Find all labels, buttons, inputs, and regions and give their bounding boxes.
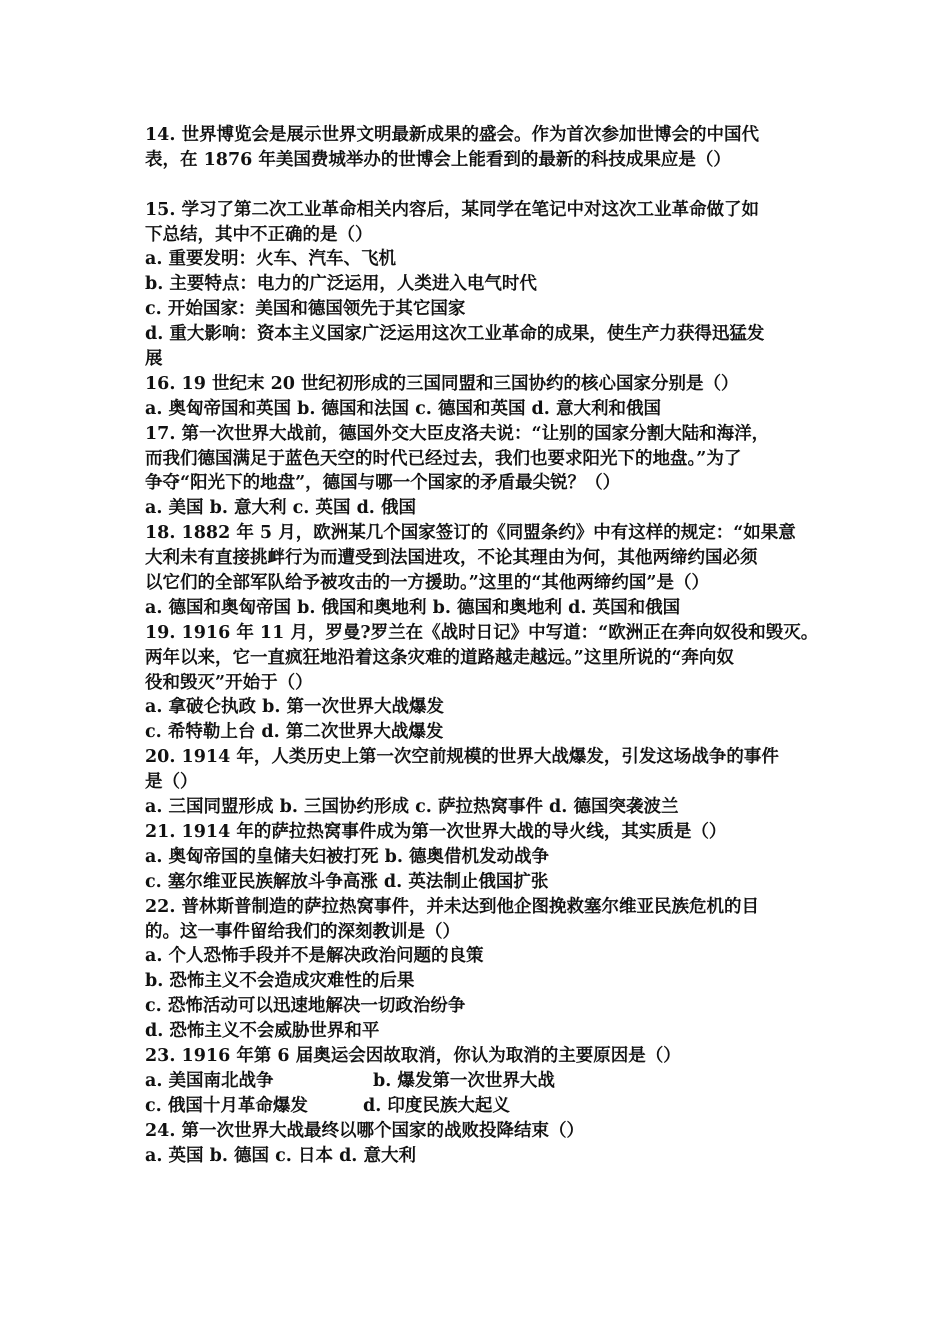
option-c: c. 开始国家：美国和德国领先于其它国家	[145, 299, 466, 320]
question-text-line: 17. 第一次世界大战前，德国外交大臣皮洛夫说：“让别的国家分割大陆和海洋，	[145, 423, 770, 444]
options-line: c. 塞尔维亚民族解放斗争高涨 d. 英法制止俄国扩张	[145, 871, 549, 892]
options-line: a. 三国同盟形成 b. 三国协约形成 c. 萨拉热窝事件 d. 德国突袭波兰	[145, 797, 679, 818]
options-line: a. 美国 b. 意大利 c. 英国 d. 俄国	[145, 498, 416, 519]
option-b: b. 恐怖主义不会造成灾难性的后果	[145, 971, 415, 992]
option-a: a. 重要发明：火车、汽车、飞机	[145, 249, 397, 270]
question-text-line: 而我们德国满足于蓝色天空的时代已经过去，我们也要求阳光下的地盘。”为了	[145, 448, 742, 469]
question-text-line: 22. 普林斯普制造的萨拉热窝事件，并未达到他企图挽救塞尔维亚民族危机的目	[145, 896, 760, 917]
question-24	[145, 1119, 815, 1169]
option-d: d. 重大影响：资本主义国家广泛运用这次工业革命的成果，使生产力获得迅猛发	[145, 324, 765, 345]
question-16	[145, 372, 815, 422]
question-text-line: 的。这一事件留给我们的深刻教训是（）	[145, 921, 460, 942]
question-17	[145, 422, 815, 522]
question-14	[145, 123, 815, 173]
question-23	[145, 1044, 815, 1119]
question-text-line: 24. 第一次世界大战最终以哪个国家的战败投降结束（）	[145, 1120, 585, 1141]
options-line: c. 希特勒上台 d. 第二次世界大战爆发	[145, 722, 444, 743]
question-text-line: 是（）	[145, 772, 198, 793]
options-line: a. 奥匈帝国和英国 b. 德国和法国 c. 德国和英国 d. 意大利和俄国	[145, 398, 661, 419]
option-d: d. 恐怖主义不会威胁世界和平	[145, 1021, 380, 1042]
option-b: b. 爆发第一次世界大战	[373, 1070, 555, 1091]
question-18	[145, 521, 815, 621]
option-c: c. 恐怖活动可以迅速地解决一切政治纷争	[145, 996, 466, 1017]
question-text-line: 以它们的全部军队给予被攻击的一方援助。”这里的“其他两缔约国”是（）	[145, 573, 709, 594]
question-text-line: 下总结，其中不正确的是（）	[145, 224, 373, 245]
exam-page	[145, 123, 819, 1168]
question-text-line: 役和毁灭”开始于（）	[145, 672, 313, 693]
question-20	[145, 745, 815, 820]
question-text-line: 争夺“阳光下的地盘”，德国与哪一个国家的矛盾最尖锐？（）	[145, 473, 621, 494]
question-21	[145, 820, 815, 895]
options-row	[145, 1094, 815, 1119]
question-22	[145, 895, 815, 1044]
option-c: c. 俄国十月革命爆发	[145, 1095, 308, 1116]
option-b: b. 主要特点：电力的广泛运用，人类进入电气时代	[145, 274, 537, 295]
options-line: a. 德国和奥匈帝国 b. 俄国和奥地利 b. 德国和奥地利 d. 英国和俄国	[145, 597, 681, 618]
question-text-line: 20. 1914 年，人类历史上第一次空前规模的世界大战爆发，引发这场战争的事件	[145, 747, 779, 768]
option-d-continued: 展	[145, 349, 163, 370]
options-row	[145, 1069, 815, 1094]
question-text-line: 21. 1914 年的萨拉热窝事件成为第一次世界大战的导火线，其实质是（）	[145, 821, 727, 842]
question-text-line: 19. 1916 年 11 月，罗曼?罗兰在《战时日记》中写道：“欧洲正在奔向奴役和毁灭。	[145, 622, 819, 643]
question-text-line: 23. 1916 年第 6 届奥运会因故取消，你认为取消的主要原因是（）	[145, 1045, 681, 1066]
blank-line	[145, 173, 815, 198]
question-text-line: 16. 19 世纪末 20 世纪初形成的三国同盟和三国协约的核心国家分别是（）	[145, 373, 739, 394]
options-line: a. 英国 b. 德国 c. 日本 d. 意大利	[145, 1145, 416, 1166]
question-text-line: 表，在 1876 年美国费城举办的世博会上能看到的最新的科技成果应是（）	[145, 149, 731, 170]
question-text-line: 两年以来，它一直疯狂地沿着这条灾难的道路越走越远。”这里所说的“奔向奴	[145, 647, 734, 668]
question-15	[145, 198, 815, 372]
option-a: a. 美国南北战争	[145, 1070, 274, 1091]
option-a: a. 个人恐怖手段并不是解决政治问题的良策	[145, 946, 484, 967]
question-text-line: 15. 学习了第二次工业革命相关内容后，某同学在笔记中对这次工业革命做了如	[145, 199, 760, 220]
question-text-line: 18. 1882 年 5 月，欧洲某几个国家签订的《同盟条约》中有这样的规定：“如果意	[145, 523, 796, 544]
option-d: d. 印度民族大起义	[363, 1095, 510, 1116]
options-line: a. 奥匈帝国的皇储夫妇被打死 b. 德奥借机发动战争	[145, 846, 550, 867]
question-text-line: 14. 世界博览会是展示世界文明最新成果的盛会。作为首次参加世博会的中国代	[145, 125, 760, 145]
question-text-line: 大利未有直接挑衅行为而遭受到法国进攻，不论其理由为何，其他两缔约国必须	[145, 548, 758, 569]
options-line: a. 拿破仑执政 b. 第一次世界大战爆发	[145, 697, 445, 718]
question-19	[145, 621, 819, 745]
